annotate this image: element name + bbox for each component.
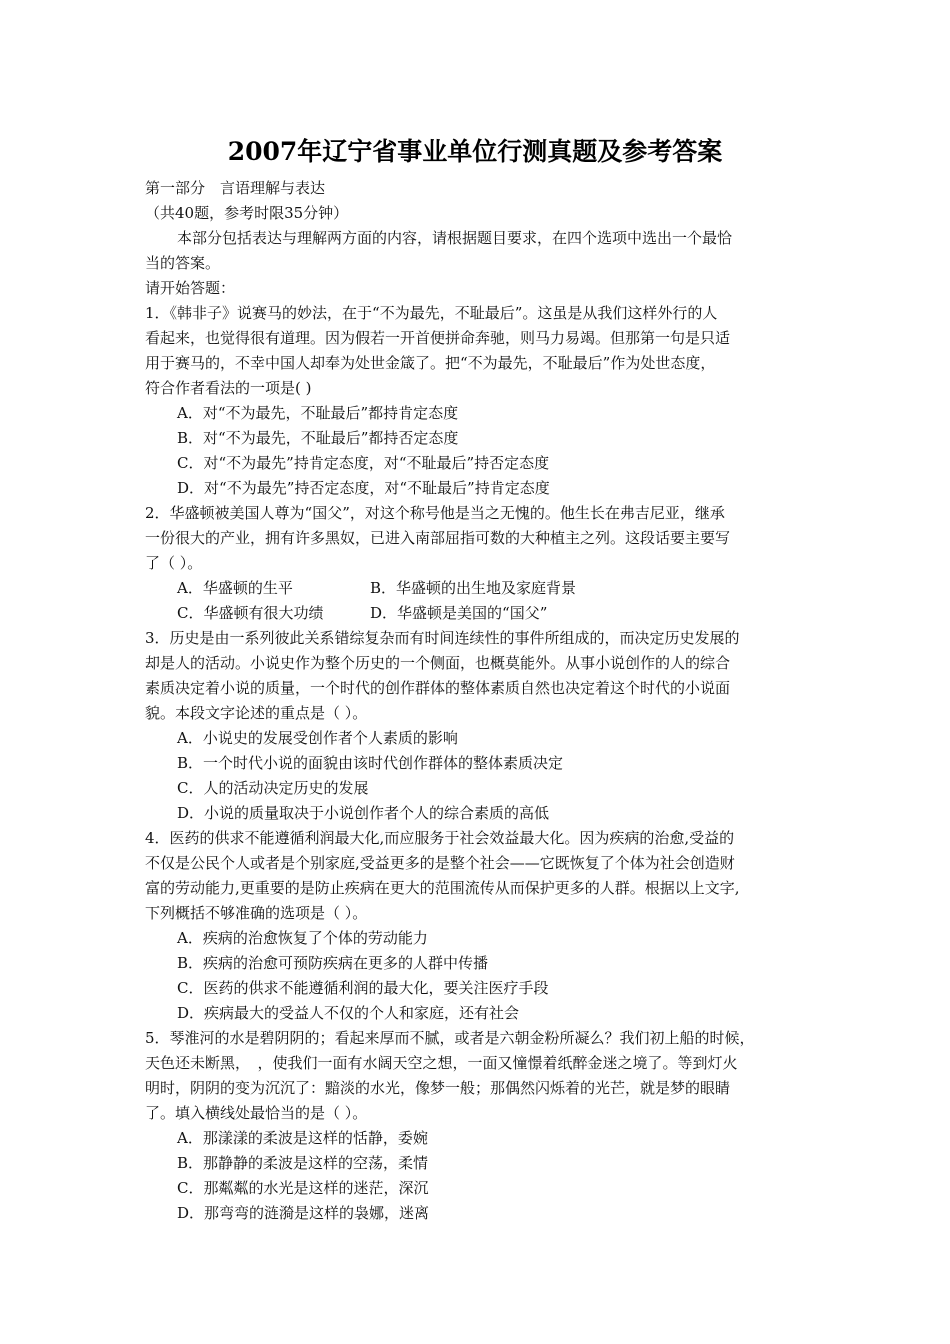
- question-3-option-b: B．一个时代小说的面貌由该时代创作群体的整体素质决定: [177, 754, 564, 772]
- question-4-stem-line: 富的劳动能力,更重要的是防止疾病在更大的范围流传从而保护更多的人群。根据以上文字,: [145, 879, 740, 897]
- question-5-option-a: A．那漾漾的柔波是这样的恬静，委婉: [177, 1129, 428, 1147]
- question-2-option-d: D．华盛顿是美国的“国父”: [370, 604, 548, 622]
- question-5-stem-line: 天色还未断黑， ，使我们一面有水阔天空之想，一面又憧憬着纸醉金迷之境了。等到灯火: [145, 1054, 738, 1072]
- question-2-stem-line: 2．华盛顿被美国人尊为“国父”，对这个称号他是当之无愧的。他生长在弗吉尼亚，继承: [145, 504, 725, 522]
- question-1-stem-line: 看起来，也觉得很有道理。因为假若一开首便拼命奔驰，则马力易竭。但那第一句是只适: [145, 329, 731, 347]
- question-5-stem-line: 了。填入横线处最恰当的是（ ）。: [145, 1104, 368, 1122]
- question-1-stem-line: 用于赛马的，不幸中国人却奉为处世金箴了。把“不为最先，不耻最后”作为处世态度，: [145, 354, 716, 372]
- question-3-option-a: A．小说史的发展受创作者个人素质的影响: [177, 729, 458, 747]
- question-1-stem-line: 符合作者看法的一项是( ): [145, 379, 312, 397]
- question-3-option-d: D．小说的质量取决于小说创作者个人的综合素质的高低: [177, 804, 550, 822]
- question-5-stem-line: 5．琴淮河的水是碧阴阴的；看起来厚而不腻，或者是六朝金粉所凝么？我们初上船的时候，: [145, 1029, 755, 1047]
- section-heading: 第一部分 言语理解与表达: [145, 179, 326, 197]
- question-2-option-b: B．华盛顿的出生地及家庭背景: [370, 579, 577, 597]
- question-3-stem-line: 素质决定着小说的质量，一个时代的创作群体的整体素质自然也决定着这个时代的小说面: [145, 679, 731, 697]
- question-1-option-a: A．对“不为最先，不耻最后”都持肯定态度: [177, 404, 459, 422]
- question-3-stem-line: 却是人的活动。小说史作为整个历史的一个侧面，也概莫能外。从事小说创作的人的综合: [145, 654, 731, 672]
- question-4-option-c: C．医药的供求不能遵循利润的最大化，要关注医疗手段: [177, 979, 549, 997]
- question-4-stem-line: 下列概括不够准确的选项是（ ）。: [145, 904, 368, 922]
- question-5-option-b: B．那静静的柔波是这样的空荡，柔情: [177, 1154, 429, 1172]
- question-3-stem-line: 貌。本段文字论述的重点是（ ）。: [145, 704, 368, 722]
- question-3-stem-line: 3．历史是由一系列彼此关系错综复杂而有时间连续性的事件所组成的，而决定历史发展的: [145, 629, 740, 647]
- question-4-option-b: B．疾病的治愈可预防疾病在更多的人群中传播: [177, 954, 489, 972]
- question-5-option-c: C．那粼粼的水光是这样的迷茫，深沉: [177, 1179, 429, 1197]
- question-4-option-a: A．疾病的治愈恢复了个体的劳动能力: [177, 929, 428, 947]
- question-1-option-d: D．对“不为最先”持否定态度，对“不耻最后”持肯定态度: [177, 479, 550, 497]
- question-1-option-c: C．对“不为最先”持肯定态度，对“不耻最后”持否定态度: [177, 454, 550, 472]
- question-2-option-c: C．华盛顿有很大功绩: [177, 604, 324, 622]
- question-2-option-a: A．华盛顿的生平: [177, 579, 293, 597]
- question-2-stem-line: 一份很大的产业，拥有许多黑奴，已进入南部屈指可数的大种植主之列。这段话要主要写: [145, 529, 731, 547]
- document-title: 2007年辽宁省事业单位行测真题及参考答案: [227, 137, 723, 166]
- question-2-stem-line: 了（ ）。: [145, 554, 203, 572]
- start-prompt: 请开始答题：: [145, 279, 236, 297]
- section-note: （共40题，参考时限35分钟）: [145, 204, 349, 222]
- question-1-option-b: B．对“不为最先，不耻最后”都持否定态度: [177, 429, 459, 447]
- question-5-stem-line: 明时，阴阴的变为沉沉了：黯淡的水光，像梦一般；那偶然闪烁着的光芒，就是梦的眼睛: [145, 1079, 731, 1097]
- question-4-option-d: D．疾病最大的受益人不仅的个人和家庭，还有社会: [177, 1004, 520, 1022]
- question-5-option-d: D．那弯弯的涟漪是这样的袅娜，迷离: [177, 1204, 430, 1222]
- question-1-stem-line: 1．《韩非子》说赛马的妙法，在于“不为最先，不耻最后”。这虽是从我们这样外行的人: [145, 304, 718, 322]
- question-4-stem-line: 不仅是公民个人或者是个别家庭,受益更多的是整个社会——它既恢复了个体为社会创造财: [145, 854, 735, 872]
- section-instructions-line: 当的答案。: [145, 254, 221, 272]
- question-3-option-c: C．人的活动决定历史的发展: [177, 779, 369, 797]
- section-instructions-line: 本部分包括表达与理解两方面的内容，请根据题目要求，在四个选项中选出一个最恰: [177, 229, 733, 247]
- question-4-stem-line: 4．医药的供求不能遵循利润最大化,而应服务于社会效益最大化。因为疾病的治愈,受益的: [145, 829, 735, 847]
